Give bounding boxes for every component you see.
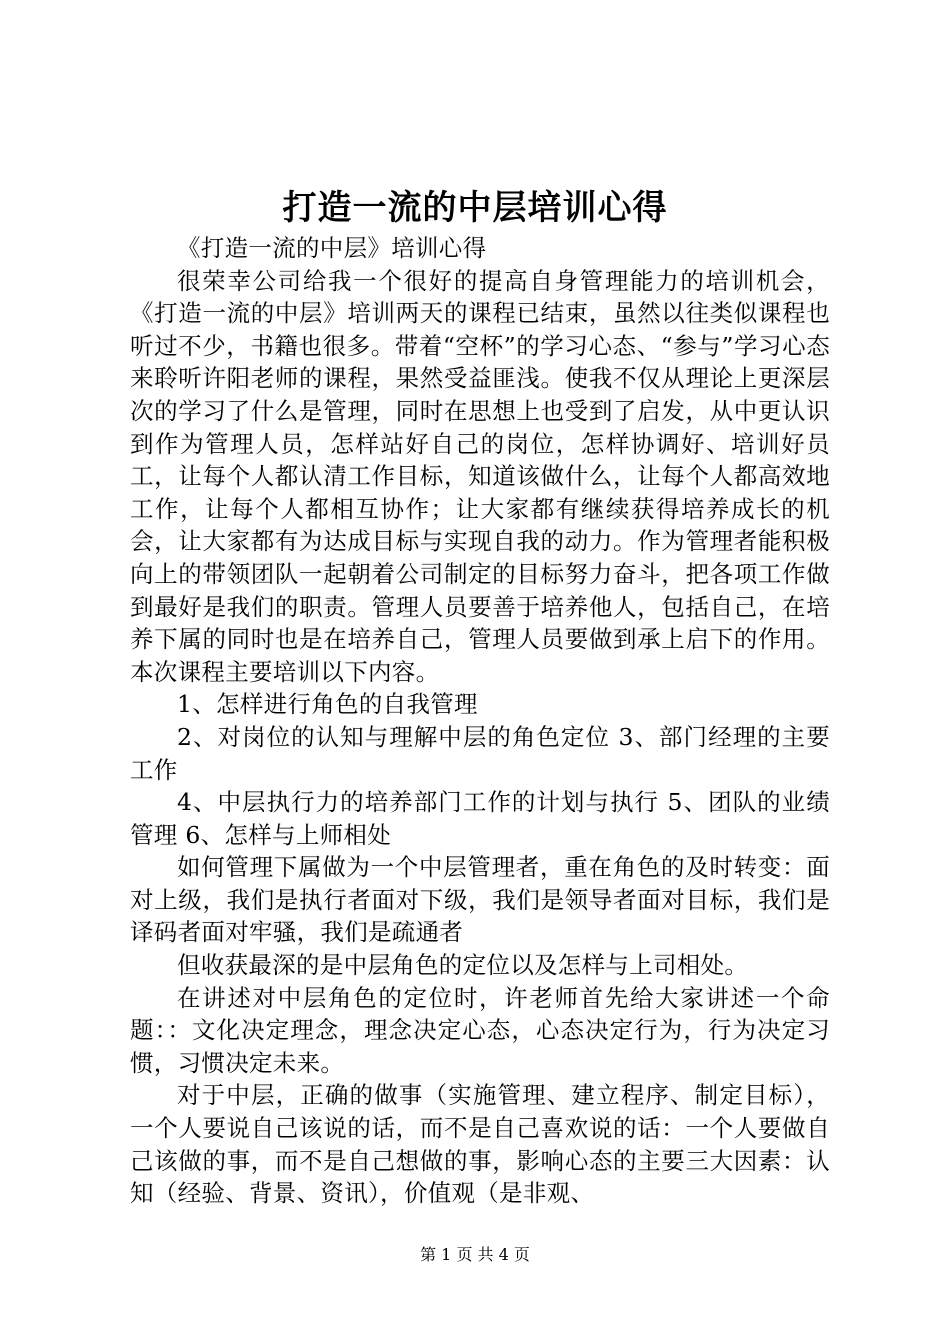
list-item-2-3: 2、对岗位的认知与理解中层的角色定位 3、部门经理的主要工作 [130,722,830,784]
document-body [130,232,830,1210]
page-footer: 第 1 页 共 4 页 [420,1245,530,1264]
list-item-1: 1、怎样进行角色的自我管理 [177,690,478,719]
list-item-4-6: 4、中层执行力的培养部门工作的计划与执行 5、团队的业绩管理 6、怎样与上师相处 [130,788,830,849]
document-title: 打造一流的中层培训心得 [282,188,668,228]
body-paragraph-middle-level: 对于中层，正确的做事（实施管理、建立程序、制定目标），一个人要说自己该说的话，而不是自己喜欢说的话：一个人要做自己该做的事，而不是自己想做的事，影响心态的主要三大因素：认知（经验、背景、资讯），价值观（是非观、 [130,1081,830,1208]
body-paragraph-intro: 很荣幸公司给我一个很好的提高自身管理能力的培训机会，《打造一流的中层》培训两天的课程已结束，虽然以往类似课程也听过不少，书籍也很多。带着“空杯”的学习心态、“参与”学习心态来聆听许阳老师的课程，果然受益匪浅。使我不仅从理论上更深层次的学习了什么是管理，同时在思想上也受到了启发，从中更认识到作为管理人员，怎样站好自己的岗位，怎样协调好、培训好员工，让每个人都认清工作目标，知道该做什么，让每个人都高效地工作，让每个人都相互协作；让大家都有继续获得培养成长的机会，让大家都有为达成目标与实现自我的动力。作为管理者能积极向上的带领团队一起朝着公司制定的目标努力奋斗，把各项工作做到最好是我们的职责。管理人员要善于培养他人，包括自己，在培养下属的同时也是在培养自己，管理人员要做到承上启下的作用。本次课程主要培训以下内容。 [130,266,830,686]
body-paragraph-management: 如何管理下属做为一个中层管理者，重在角色的及时转变：面对上级，我们是执行者面对下级，我们是领导者面对目标，我们是译码者面对牢骚，我们是疏通者 [130,853,830,947]
body-paragraph-proposition: 在讲述对中层角色的定位时，许老师首先给大家讲述一个命题：：文化决定理念，理念决定心态，心态决定行为，行为决定习惯，习惯决定未来。 [130,983,830,1077]
body-paragraph-harvest: 但收获最深的是中层角色的定位以及怎样与上司相处。 [177,951,749,980]
subtitle-paragraph: 《打造一流的中层》培训心得 [177,234,487,262]
